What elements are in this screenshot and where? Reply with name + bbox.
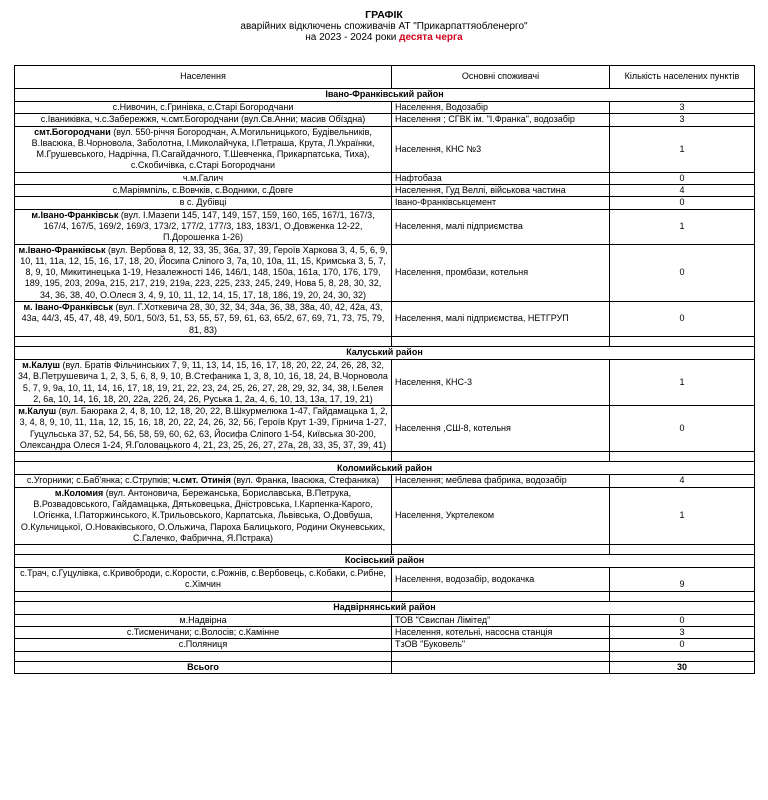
document-header xyxy=(0,0,768,43)
table-row xyxy=(15,487,755,544)
period-text: на 2023 - 2024 роки xyxy=(305,32,400,43)
table-row xyxy=(15,126,755,172)
settlement-details: (вул. І.Мазепи 145, 147, 149, 157, 159, 160, 165, 167/1, 167/3, 167/4, 167/5, 169/2, 169/3, 173/2, 177/2, 177/3, 183, 183/1, О.Довженка 12-22, П.Дорошенка 1-26) xyxy=(43,209,375,243)
consumers-cell: Населення, промбази, котельня xyxy=(392,244,610,301)
table-row xyxy=(15,185,755,197)
table-row xyxy=(15,114,755,126)
count-cell: 1 xyxy=(610,126,755,172)
count-cell: 4 xyxy=(610,185,755,197)
column-header-consumers: Основні споживачі xyxy=(392,66,610,89)
count-cell: 0 xyxy=(610,244,755,301)
settlements-cell: ч.м.Галич xyxy=(15,172,392,184)
district-row-kosiv xyxy=(15,555,755,568)
district-name: Косівський район xyxy=(15,555,755,568)
settlement-name: м.Коломия xyxy=(54,487,104,498)
consumers-cell: Населення ; СГВК ім. "І.Франка", водозабір xyxy=(392,114,610,126)
consumers-cell: Населення, водозабір, водокачка xyxy=(392,568,610,592)
count-cell: 0 xyxy=(610,639,755,651)
settlement-name: м.Калуш xyxy=(22,359,61,370)
settlement-name: м.Калуш xyxy=(18,406,57,417)
settlements-cell xyxy=(15,406,392,452)
total-value: 30 xyxy=(610,661,755,673)
document-subtitle: аварійних відключень споживачів АТ "Прикарпаттяобленерго" xyxy=(240,21,528,32)
consumers-cell: Населення, КНС №3 xyxy=(392,126,610,172)
settlements-cell: с.Нивочин, с.Гринівка, с.Старі Богородчани xyxy=(15,102,392,114)
consumers-cell: Населення, котельні, насосна станція xyxy=(392,626,610,638)
count-cell: 3 xyxy=(610,114,755,126)
count-cell: 1 xyxy=(610,209,755,244)
settlements-cell: с.Поляниця xyxy=(15,639,392,651)
empty-row xyxy=(15,452,755,462)
consumers-cell: ТзОВ "Буковель" xyxy=(392,639,610,651)
consumers-cell: Населення, Водозабір xyxy=(392,102,610,114)
settlement-villages: с.Угорники; с.Баб'янка; с.Струпків; xyxy=(26,475,173,486)
consumers-cell: ТОВ "Свиспан Лімітед" xyxy=(392,614,610,626)
table-row xyxy=(15,639,755,651)
count-cell: 4 xyxy=(610,475,755,487)
settlement-name: м.Івано-Франківськ xyxy=(18,244,106,255)
district-row-kalush xyxy=(15,346,755,359)
settlement-details: (вул. Баюрака 2, 4, 8, 10, 12, 18, 20, 22, В.Шкурмелюка 1-47, Гайдамацька 1, 2, 3, 4, 8, 9, 10, 11, 11а, 12, 15, 16, 18, 20, 22, 24, 26, 32, 56, Героїв Крут 1-39, Гірнича 1-27, Гуцульська 37, 52, 54, 56, 58, 59, 60, 62, 63, Йосифа Сліпого 1-54, Київська 30-200, Олександра Олеся 1-24, Я.Головацького 4, 21, 23, 25, 26, 27, 27а, 28, 33, 35, 37, 39, 41) xyxy=(19,406,388,451)
settlement-name: ч.смт. Отинія xyxy=(172,475,231,486)
district-name: Коломийський район xyxy=(15,462,755,475)
settlements-cell: с.Трач, с.Гуцулівка, с.Кривоброди, с.Корости, с.Рожнів, с.Вербовець, с.Кобаки, с.Рибне, с.Хімчин xyxy=(15,568,392,592)
table-row xyxy=(15,406,755,452)
table-row xyxy=(15,568,755,592)
table-row xyxy=(15,614,755,626)
settlement-name: смт.Богородчани xyxy=(34,126,111,137)
consumers-cell: Нафтобаза xyxy=(392,172,610,184)
consumers-cell: Населення, малі підприємства xyxy=(392,209,610,244)
total-row xyxy=(15,661,755,673)
settlements-cell xyxy=(15,475,392,487)
empty-row xyxy=(15,545,755,555)
table-row xyxy=(15,475,755,487)
settlement-details: (вул. 550-річчя Богородчан, А.Могильницького, Будівельників, В.Івасюка, В.Чорновола, Заболотна, І.Миколайчука, І.Петраша, Крута, Л.Українки, М.Грушевського, Надрічна, П.Сагайдачного, Т.Шевченка, Прикарпатська, Тиха), с.Скобичівка, с.Старі Богородчани xyxy=(31,126,375,171)
consumers-cell: Івано-Франківськцемент xyxy=(392,197,610,209)
document-title: ГРАФІК xyxy=(365,9,403,21)
consumers-cell: Населення, малі підприємства, НЕТГРУП xyxy=(392,302,610,337)
count-cell: 1 xyxy=(610,487,755,544)
settlements-cell xyxy=(15,126,392,172)
column-header-count: Кількість населених пунктів xyxy=(610,66,755,89)
table-row xyxy=(15,102,755,114)
table-header-row xyxy=(15,66,755,89)
consumers-cell: Населення, Укртелеком xyxy=(392,487,610,544)
count-cell: 0 xyxy=(610,614,755,626)
count-cell: 0 xyxy=(610,406,755,452)
district-row-nadvirna xyxy=(15,601,755,614)
settlements-cell xyxy=(15,487,392,544)
district-name: Калуський район xyxy=(15,346,755,359)
count-cell: 0 xyxy=(610,197,755,209)
count-cell: 3 xyxy=(610,102,755,114)
total-empty-cell xyxy=(392,661,610,673)
consumers-cell: Населення; меблева фабрика, водозабір xyxy=(392,475,610,487)
settlements-cell xyxy=(15,302,392,337)
column-header-settlements: Населення xyxy=(15,66,392,89)
settlement-details: (вул. Г.Хоткевича 28, 30, 32, 34, 34а, 36, 38, 38а, 40, 42, 42а, 43, 43а, 44/3, 45, 47, 48, 49, 50/1, 50/3, 51, 53, 55, 57, 59, 61, 63, 65/2, 67, 69, 71, 73, 75, 79, 81, 83) xyxy=(21,302,385,335)
district-name: Надвірнянський район xyxy=(15,601,755,614)
document-period xyxy=(0,32,768,43)
queue-label: десята черга xyxy=(399,32,463,43)
district-row-ivano-frankivsk xyxy=(15,89,755,102)
district-row-kolomyia xyxy=(15,462,755,475)
table-row xyxy=(15,209,755,244)
table-row xyxy=(15,302,755,337)
settlements-cell: с.Іваниківка, ч.с.Забережжя, ч.смт.Богородчани (вул.Св.Анни; масив Обїздна) xyxy=(15,114,392,126)
empty-row xyxy=(15,591,755,601)
consumers-cell: Населення, Гуд Веллі, військова частина xyxy=(392,185,610,197)
consumers-cell: Населення ,СШ-8, котельня xyxy=(392,406,610,452)
settlement-details: (вул. Франка, Івасюка, Стефаника) xyxy=(230,475,380,486)
settlements-cell: с.Маріямпіль, с.Вовчків, с.Водники, с.Довге xyxy=(15,185,392,197)
table-row xyxy=(15,172,755,184)
count-cell: 1 xyxy=(610,359,755,405)
settlements-cell: в с. Дубівці xyxy=(15,197,392,209)
settlement-name: м.Івано-Франківськ xyxy=(31,209,119,220)
settlements-cell: с.Тисменичани; с.Волосів; с.Камінне xyxy=(15,626,392,638)
consumers-cell: Населення, КНС-3 xyxy=(392,359,610,405)
count-cell: 3 xyxy=(610,626,755,638)
settlement-details: (вул. Вербова 8, 12, 33, 35, 36а, 37, 39, Героїв Харкова 3, 4, 5, 6, 9, 10, 11, 11а, 12, 15, 16, 17, 18, 20, Йосипа Сліпого 3, 7а, 10, 10а, 11, 15, Кримська 3, 5, 7, 8, 9, 10, Микитинецька 1-19, Незалежності 146, 146/1, 148, 150а, 161а, 170, 176, 179, 189, 195, 203, 209а, 215, 217, 219, 219а, 223, 225, 233, 245, 249, Нова 5, 8, 28, 30, 32, 34, 36, 38, 40, О.Олеся 3, 4, 9, 10, 11, 12, 14, 15, 17, 18, 186, 19, 20, 24, 30, 32) xyxy=(20,244,388,300)
count-cell: 0 xyxy=(610,302,755,337)
outage-schedule-table xyxy=(14,65,755,674)
settlements-cell xyxy=(15,359,392,405)
count-cell: 0 xyxy=(610,172,755,184)
settlements-cell xyxy=(15,244,392,301)
table-row xyxy=(15,359,755,405)
settlement-details: (вул. Братів Фільчинських 7, 9, 11, 13, 14, 15, 16, 17, 18, 20, 22, 24, 26, 28, 32, 34, В.Петрушевича 1, 2, 3, 5, 6, 8, 9, 10, В.Стефаника 1, 3, 8, 10, 16, 18, 24, В.Чорновола 5, 7, 9, 9а, 10, 11, 14, 16, 17, 18, 19, 21, 22, 23, 24, 25, 26, 27, 28, 29, 32, 34, 38, І.Белея 2, 6а, 10, 14, 16, 18, 20, 22а, 22б, 24, 26, Руська 1, 2а, 4, 6, 10, 13, 13а, 17, 19, 21) xyxy=(18,359,388,404)
table-row xyxy=(15,244,755,301)
settlements-cell xyxy=(15,209,392,244)
table-row xyxy=(15,197,755,209)
total-label: Всього xyxy=(15,661,392,673)
count-cell: 9 xyxy=(610,568,755,592)
table-row xyxy=(15,626,755,638)
district-name: Івано-Франківський район xyxy=(15,89,755,102)
empty-row xyxy=(15,336,755,346)
settlement-name: м. Івано-Франківськ xyxy=(23,302,114,313)
settlements-cell: м.Надвірна xyxy=(15,614,392,626)
settlement-details: (вул. Антоновича, Бережанська, Бориславська, В.Петрука, В.Розвадовського, Гайдамацька, Дятьковецька, Дністровська, І.Карпенка-Карого, І.Огієнка, І.Паторжинського, К.Трильовського, Карпатська, Львівська, О.Довбуша, О.Кульчицької, О.Новаківського, О.Ольжича, Пароха Балицького, Родини Окуневських, С.Галечко, Фабрична, Я.Пстрака) xyxy=(20,487,386,543)
empty-row xyxy=(15,651,755,661)
